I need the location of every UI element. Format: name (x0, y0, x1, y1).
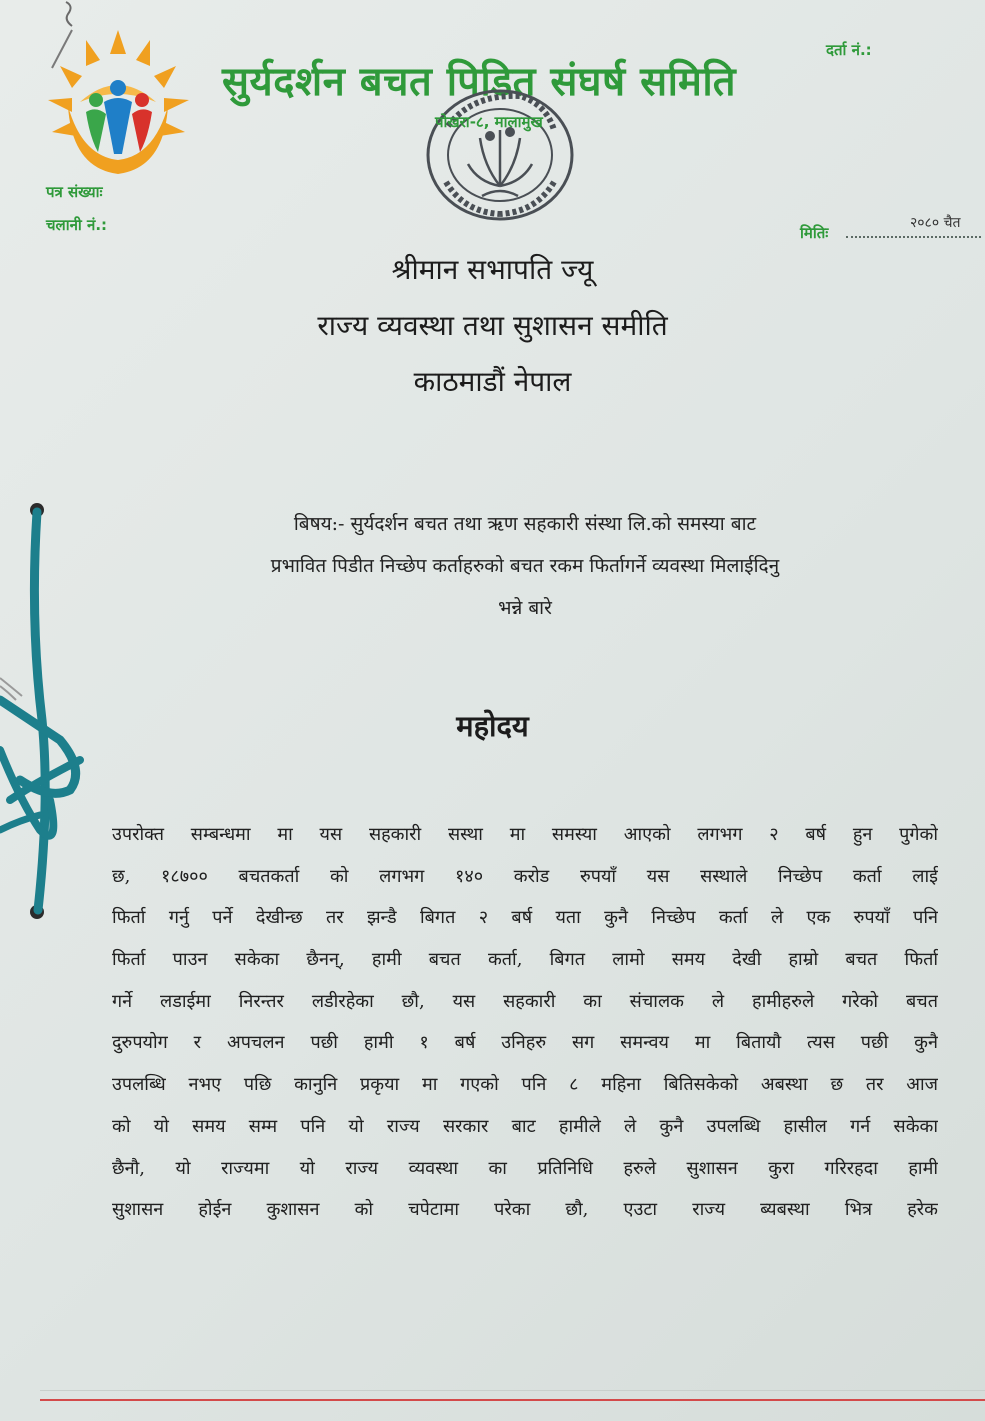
footer-red-line (40, 1399, 985, 1401)
letter-no-label: पत्र संख्याः (46, 183, 103, 201)
organization-seal-icon (424, 86, 576, 224)
organization-name: सुर्यदर्शन बचत पिडित संघर्ष समिति (222, 59, 737, 105)
body-line: फिर्ता पाउन सकेका छैनन्, हामी बचत कर्ता, बिगत लामो समय देखी हाम्रो बचत फिर्ता (112, 949, 938, 971)
footer-divider (40, 1390, 985, 1391)
binding-string-icon (0, 500, 95, 920)
body-line: सुशासन होईन कुशासन को चपेटामा परेका छौ, एउटा राज्य ब्यबस्था भित्र हरेक (112, 1199, 938, 1221)
dispatch-no-label: चलानी नं.: (46, 216, 108, 234)
body-line: छैनौ, यो राज्यमा यो राज्य व्यवस्था का प्रतिनिधि हरुले सुशासन कुरा गरिरहदा हामी (112, 1157, 938, 1179)
subject-line-1: बिषय:- सुर्यदर्शन बचत तथा ऋण सहकारी संस्था लि.को समस्या बाट (293, 513, 757, 535)
subject-line-3: भन्ने बारे (498, 597, 552, 619)
body-line: छ, १८७०० बचतकर्ता को लगभग १४० करोड रुपयाँ यस सस्थाले निच्छेप कर्ता लाई (112, 865, 938, 887)
seal-address: पोखरा-८, मालामुख (435, 113, 543, 131)
letter-body (112, 814, 938, 1231)
salutation: महोदय (456, 709, 529, 743)
body-line: गर्ने लडाईमा निरन्तर लडीरहेका छौ, यस सहकारी का संचालक ले हामीहरुले गरेको बचत (112, 990, 938, 1012)
addressee-committee: राज्य व्यवस्था तथा सुशासन समीति (317, 309, 668, 342)
body-line: उपलब्धि नभए पछि कानुनि प्रकृया मा गएको पनि ८ महिना बितिसकेको अबस्था छ तर आज (112, 1074, 938, 1096)
sun-people-logo-icon (46, 28, 191, 178)
date-dotted-line (846, 236, 981, 238)
body-line: को यो समय सम्म पनि यो राज्य सरकार बाट हामीले ले कुनै उपलब्धि हासील गर्न सकेका (112, 1115, 938, 1137)
date-label: मितिः (800, 224, 829, 242)
body-line: फिर्ता गर्नु पर्ने देखीन्छ तर झन्डै बिगत २ बर्ष यता कुनै निच्छेप कर्ता ले एक रुपयाँ पनि (112, 907, 938, 929)
addressee-location: काठमाडौं नेपाल (413, 365, 572, 398)
body-line: दुरुपयोग र अपचलन पछी हामी १ बर्ष उनिहरु सग समन्वय मा बितायौ त्यस पछी कुनै (112, 1032, 938, 1054)
date-value: २०८० चैत (910, 215, 961, 231)
addressee-title: श्रीमान सभापति ज्यू (391, 253, 594, 286)
registration-no-label: दर्ता नं.: (826, 41, 872, 59)
subject-line-2: प्रभावित पिडीत निच्छेप कर्ताहरुको बचत रकम फिर्तागर्ने व्यवस्था मिलाईदिनु (270, 555, 780, 577)
body-line: उपरोक्त सम्बन्धमा मा यस सहकारी सस्था मा समस्या आएको लगभग २ बर्ष हुन पुगेको (112, 824, 938, 845)
